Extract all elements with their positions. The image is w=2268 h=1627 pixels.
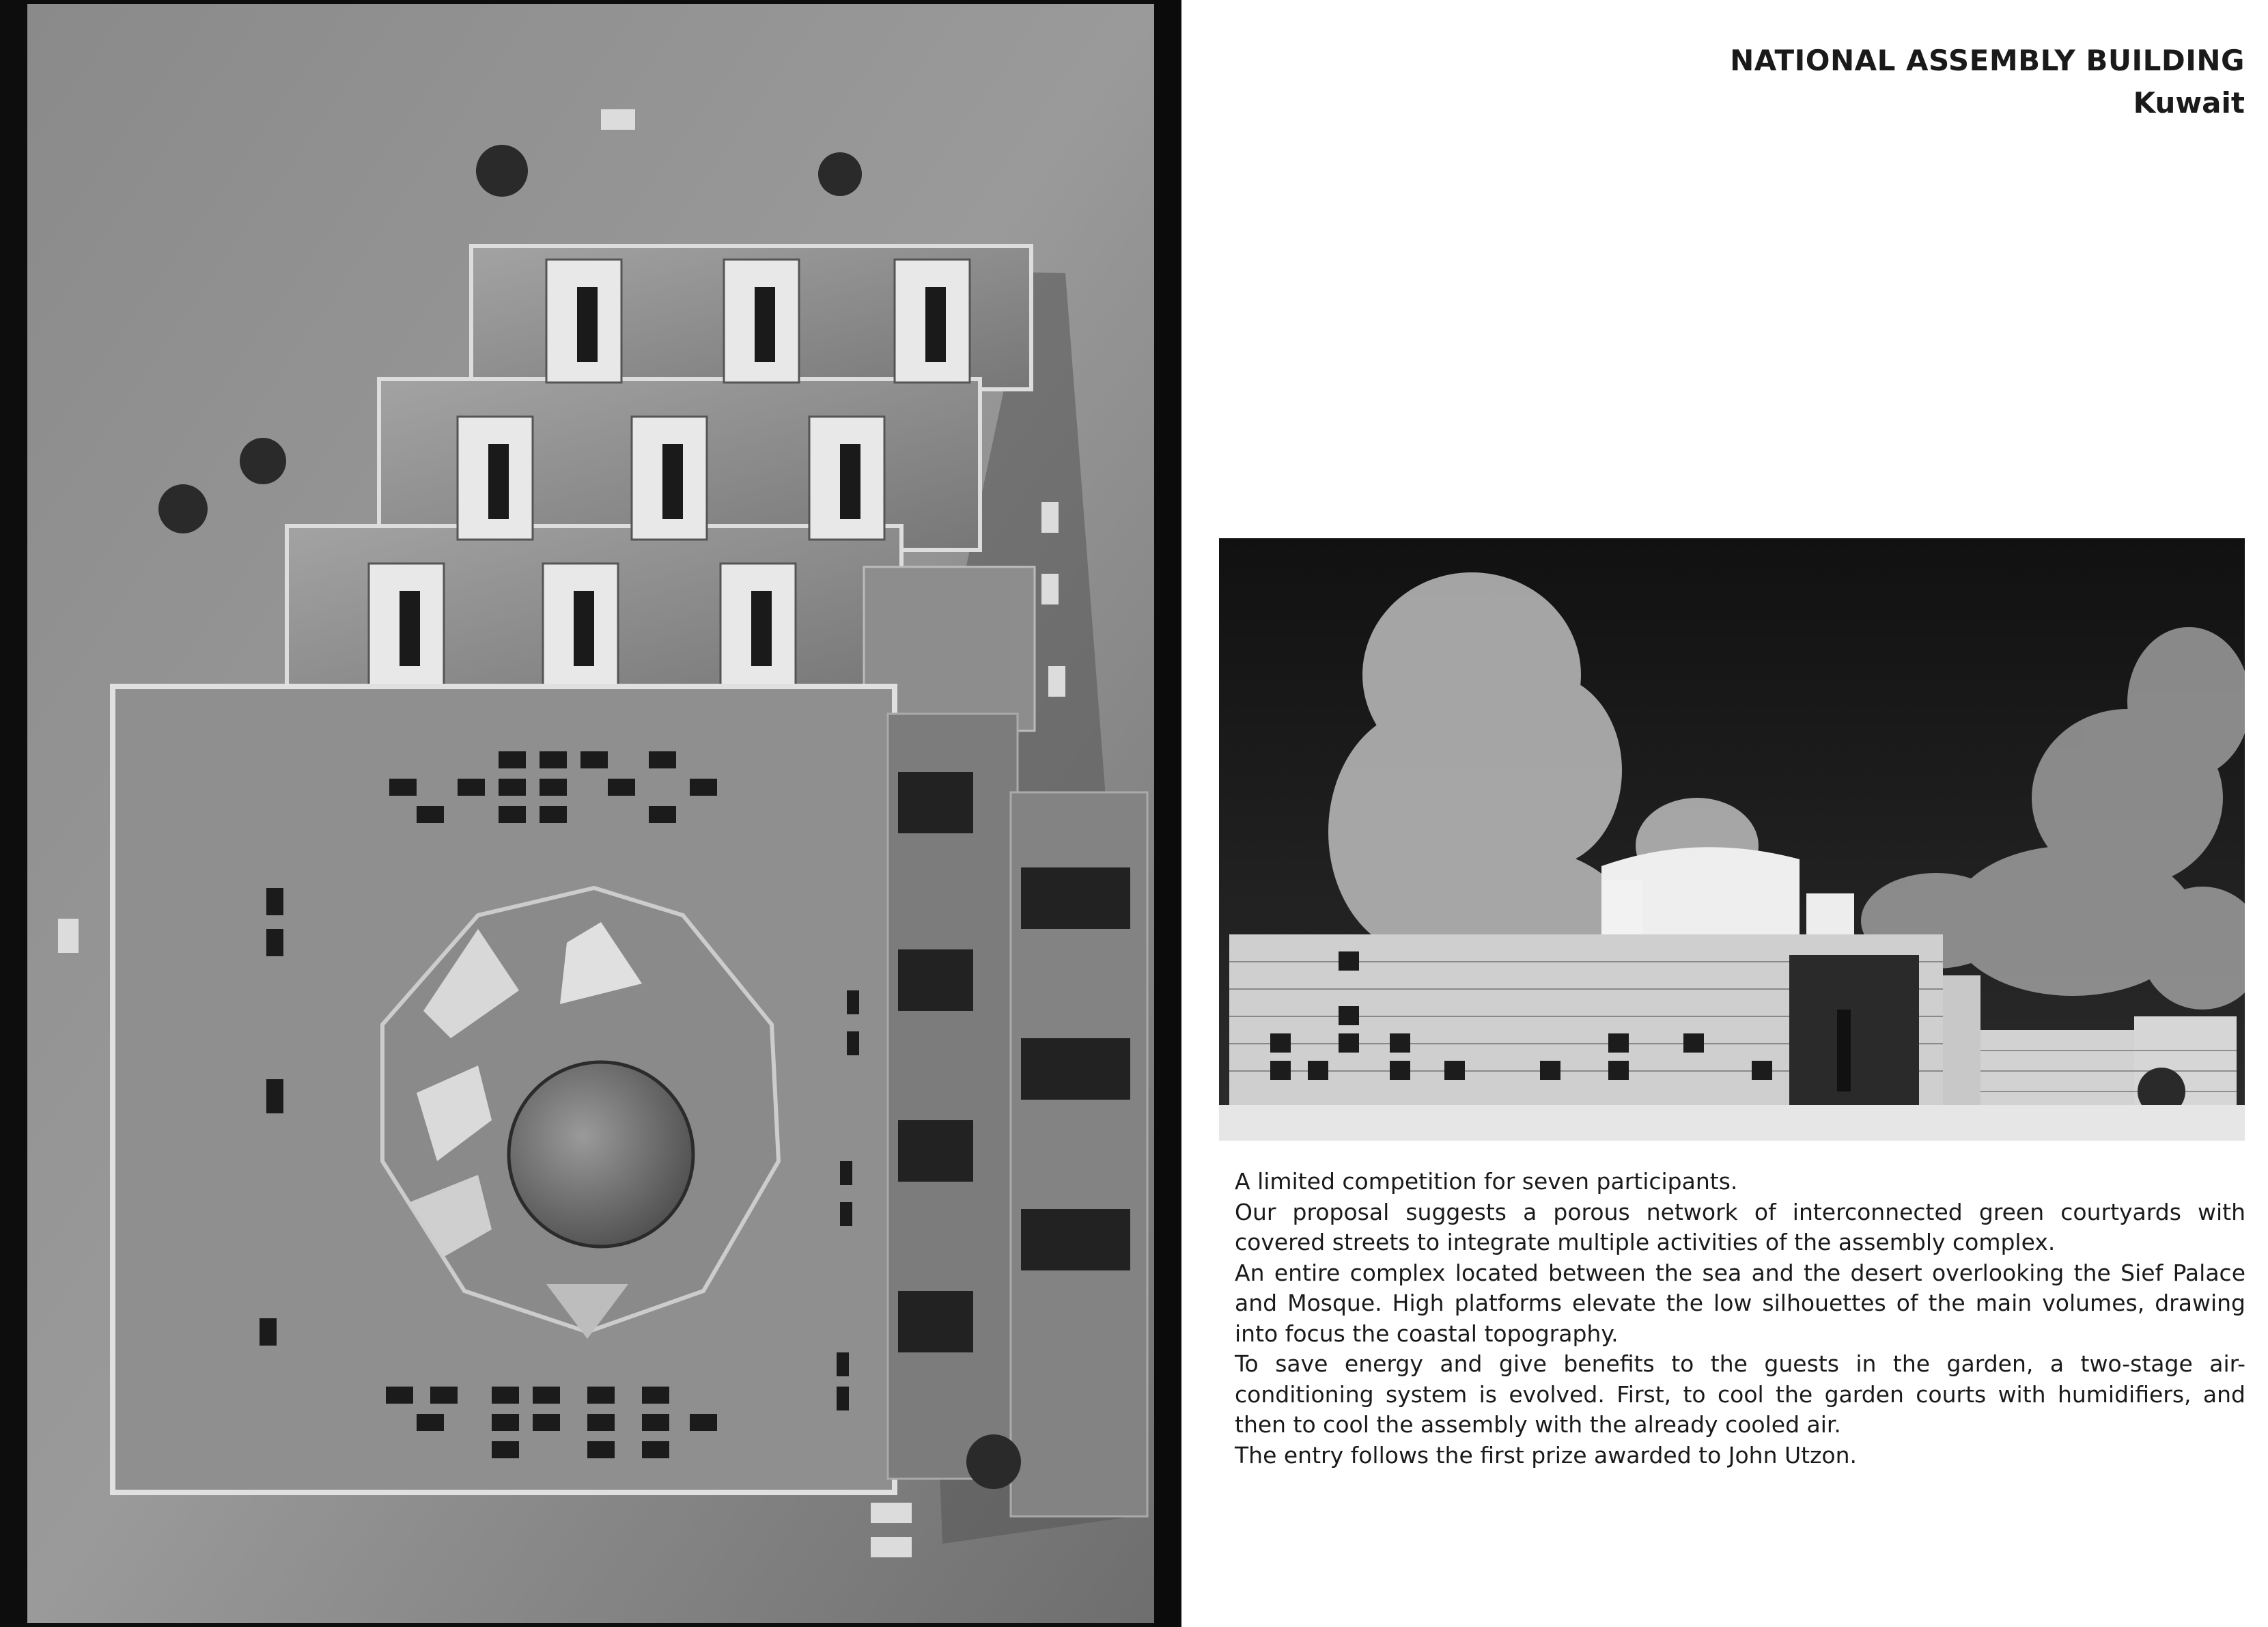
- project-description: [1235, 1167, 2245, 1471]
- description-paragraph: A limited competition for seven participants.: [1235, 1168, 1738, 1195]
- page-subtitle: Kuwait: [2133, 86, 2245, 120]
- description-paragraph: An entire complex located between the sea and the desert overlooking the Sief Palace and Mosque. High platforms elevate the low silhouettes of the main volumes, drawing into focus the coastal topography.: [1235, 1259, 2245, 1347]
- page-title: NATIONAL ASSEMBLY BUILDING: [1730, 44, 2245, 77]
- elevation-photo-graphic: [1219, 538, 2245, 1141]
- description-paragraph: Our proposal suggests a porous network of interconnected green courtyards with covered streets to integrate multiple activities of the assembly complex.: [1235, 1198, 2245, 1255]
- model-elevation-photo: [1219, 538, 2245, 1141]
- description-paragraph: To save energy and give benefits to the guests in the garden, a two-stage air-conditioning system is evolved. First, to cool the garden courts with humidifiers, and then to cool the assembly with the already cooled air.: [1235, 1350, 2245, 1438]
- title-block: [1730, 40, 2245, 124]
- description-paragraph: The entry follows the first prize awarded to John Utzon.: [1235, 1441, 1858, 1469]
